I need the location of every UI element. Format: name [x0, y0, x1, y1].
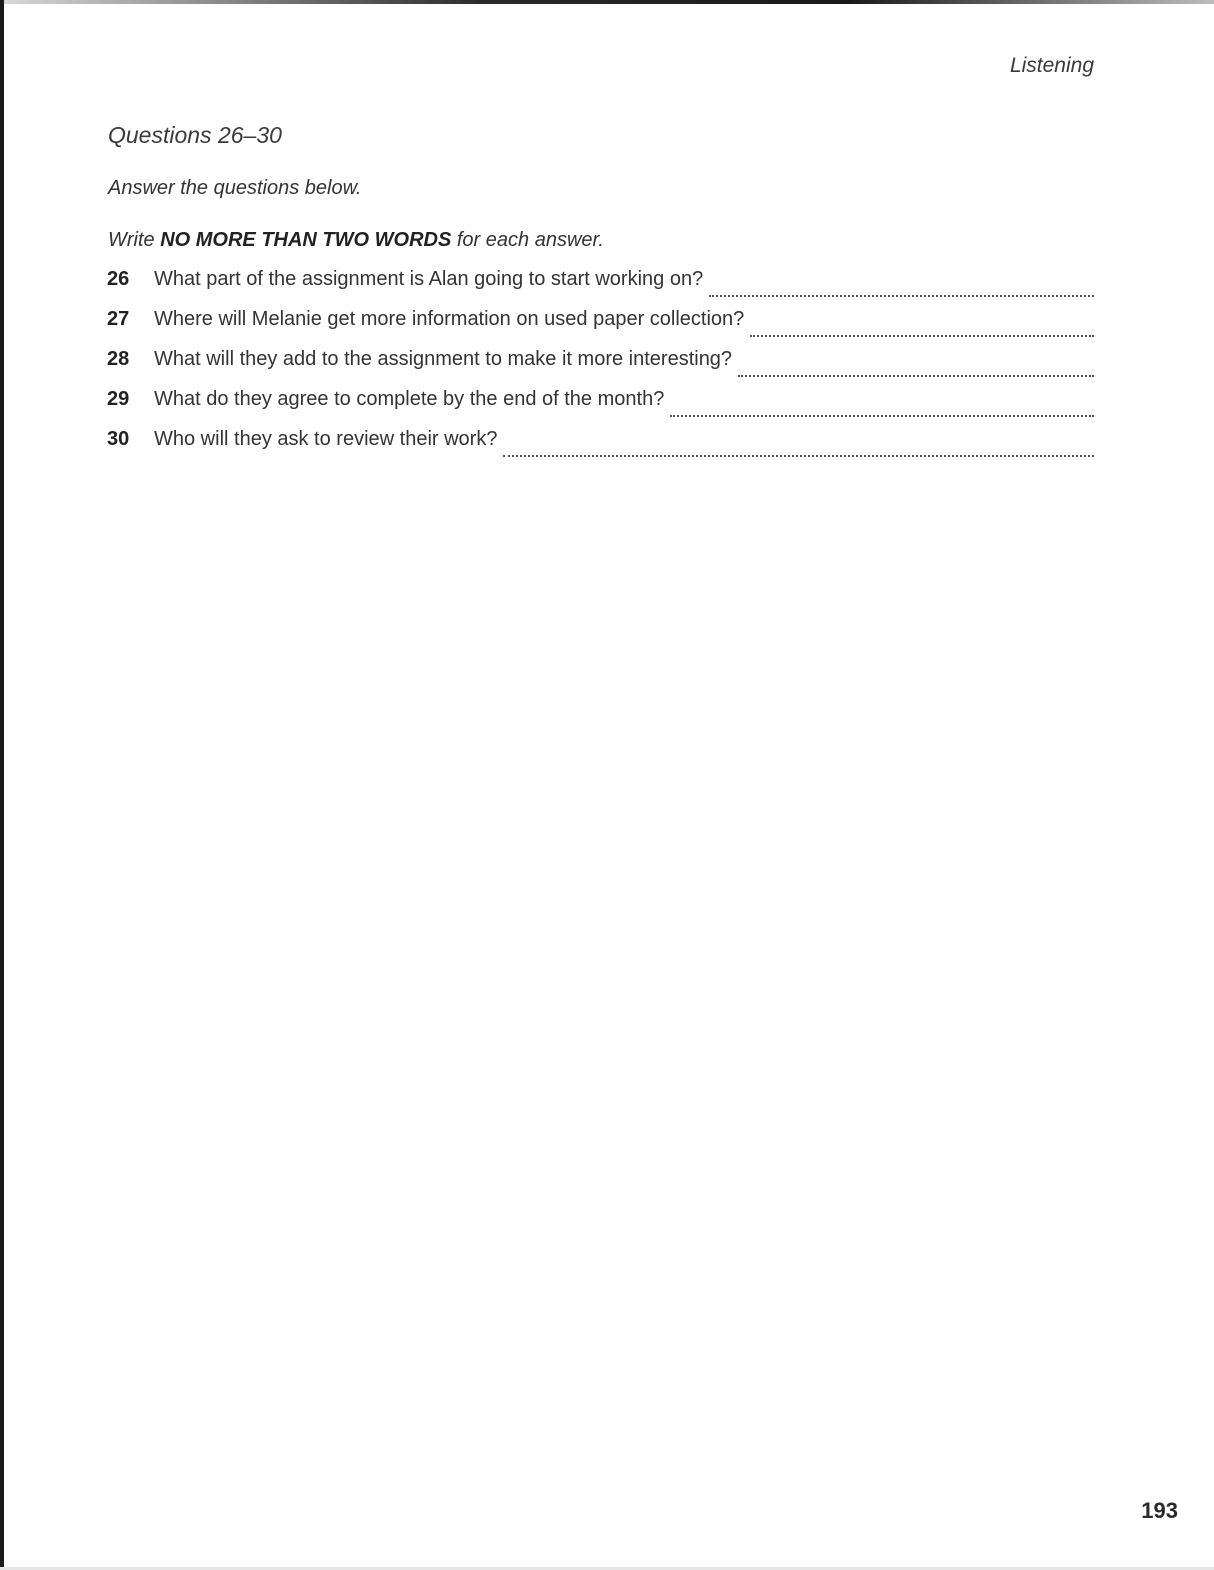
question-row: [107, 268, 1094, 308]
question-number: 30: [107, 428, 130, 450]
answer-blank[interactable]: [503, 455, 1094, 457]
question-text: What do they agree to complete by the end of the month?: [154, 388, 665, 410]
question-text: What will they add to the assignment to make it more interesting?: [154, 348, 733, 370]
page-number: 193: [1141, 1498, 1178, 1523]
instruction-suffix: for each answer.: [451, 229, 604, 251]
question-text: What part of the assignment is Alan going to start working on?: [154, 268, 704, 290]
question-text: Who will they ask to review their work?: [154, 428, 498, 450]
question-number: 27: [107, 308, 130, 330]
question-number: 28: [107, 348, 130, 370]
page-left-edge: [0, 0, 4, 1570]
question-number: 26: [107, 268, 130, 290]
question-row: [107, 348, 1094, 388]
question-row: [107, 428, 1094, 468]
question-row: [107, 388, 1094, 428]
instruction-prefix: Write: [108, 229, 161, 251]
question-text: Where will Melanie get more information on used paper collection?: [154, 308, 745, 330]
answer-blank[interactable]: [670, 415, 1094, 417]
instruction-word-limit: [108, 229, 604, 252]
instruction-answer: Answer the questions below.: [108, 177, 362, 199]
answer-blank[interactable]: [738, 375, 1094, 377]
questions-heading: Questions 26–30: [108, 122, 282, 148]
question-list: [107, 268, 1094, 468]
answer-blank[interactable]: [750, 335, 1094, 337]
answer-blank[interactable]: [709, 295, 1094, 297]
question-row: [107, 308, 1094, 348]
instruction-bold: NO MORE THAN TWO WORDS: [160, 229, 452, 251]
question-number: 29: [107, 388, 130, 410]
section-label: Listening: [1009, 54, 1094, 77]
page-top-edge: [0, 0, 1214, 4]
